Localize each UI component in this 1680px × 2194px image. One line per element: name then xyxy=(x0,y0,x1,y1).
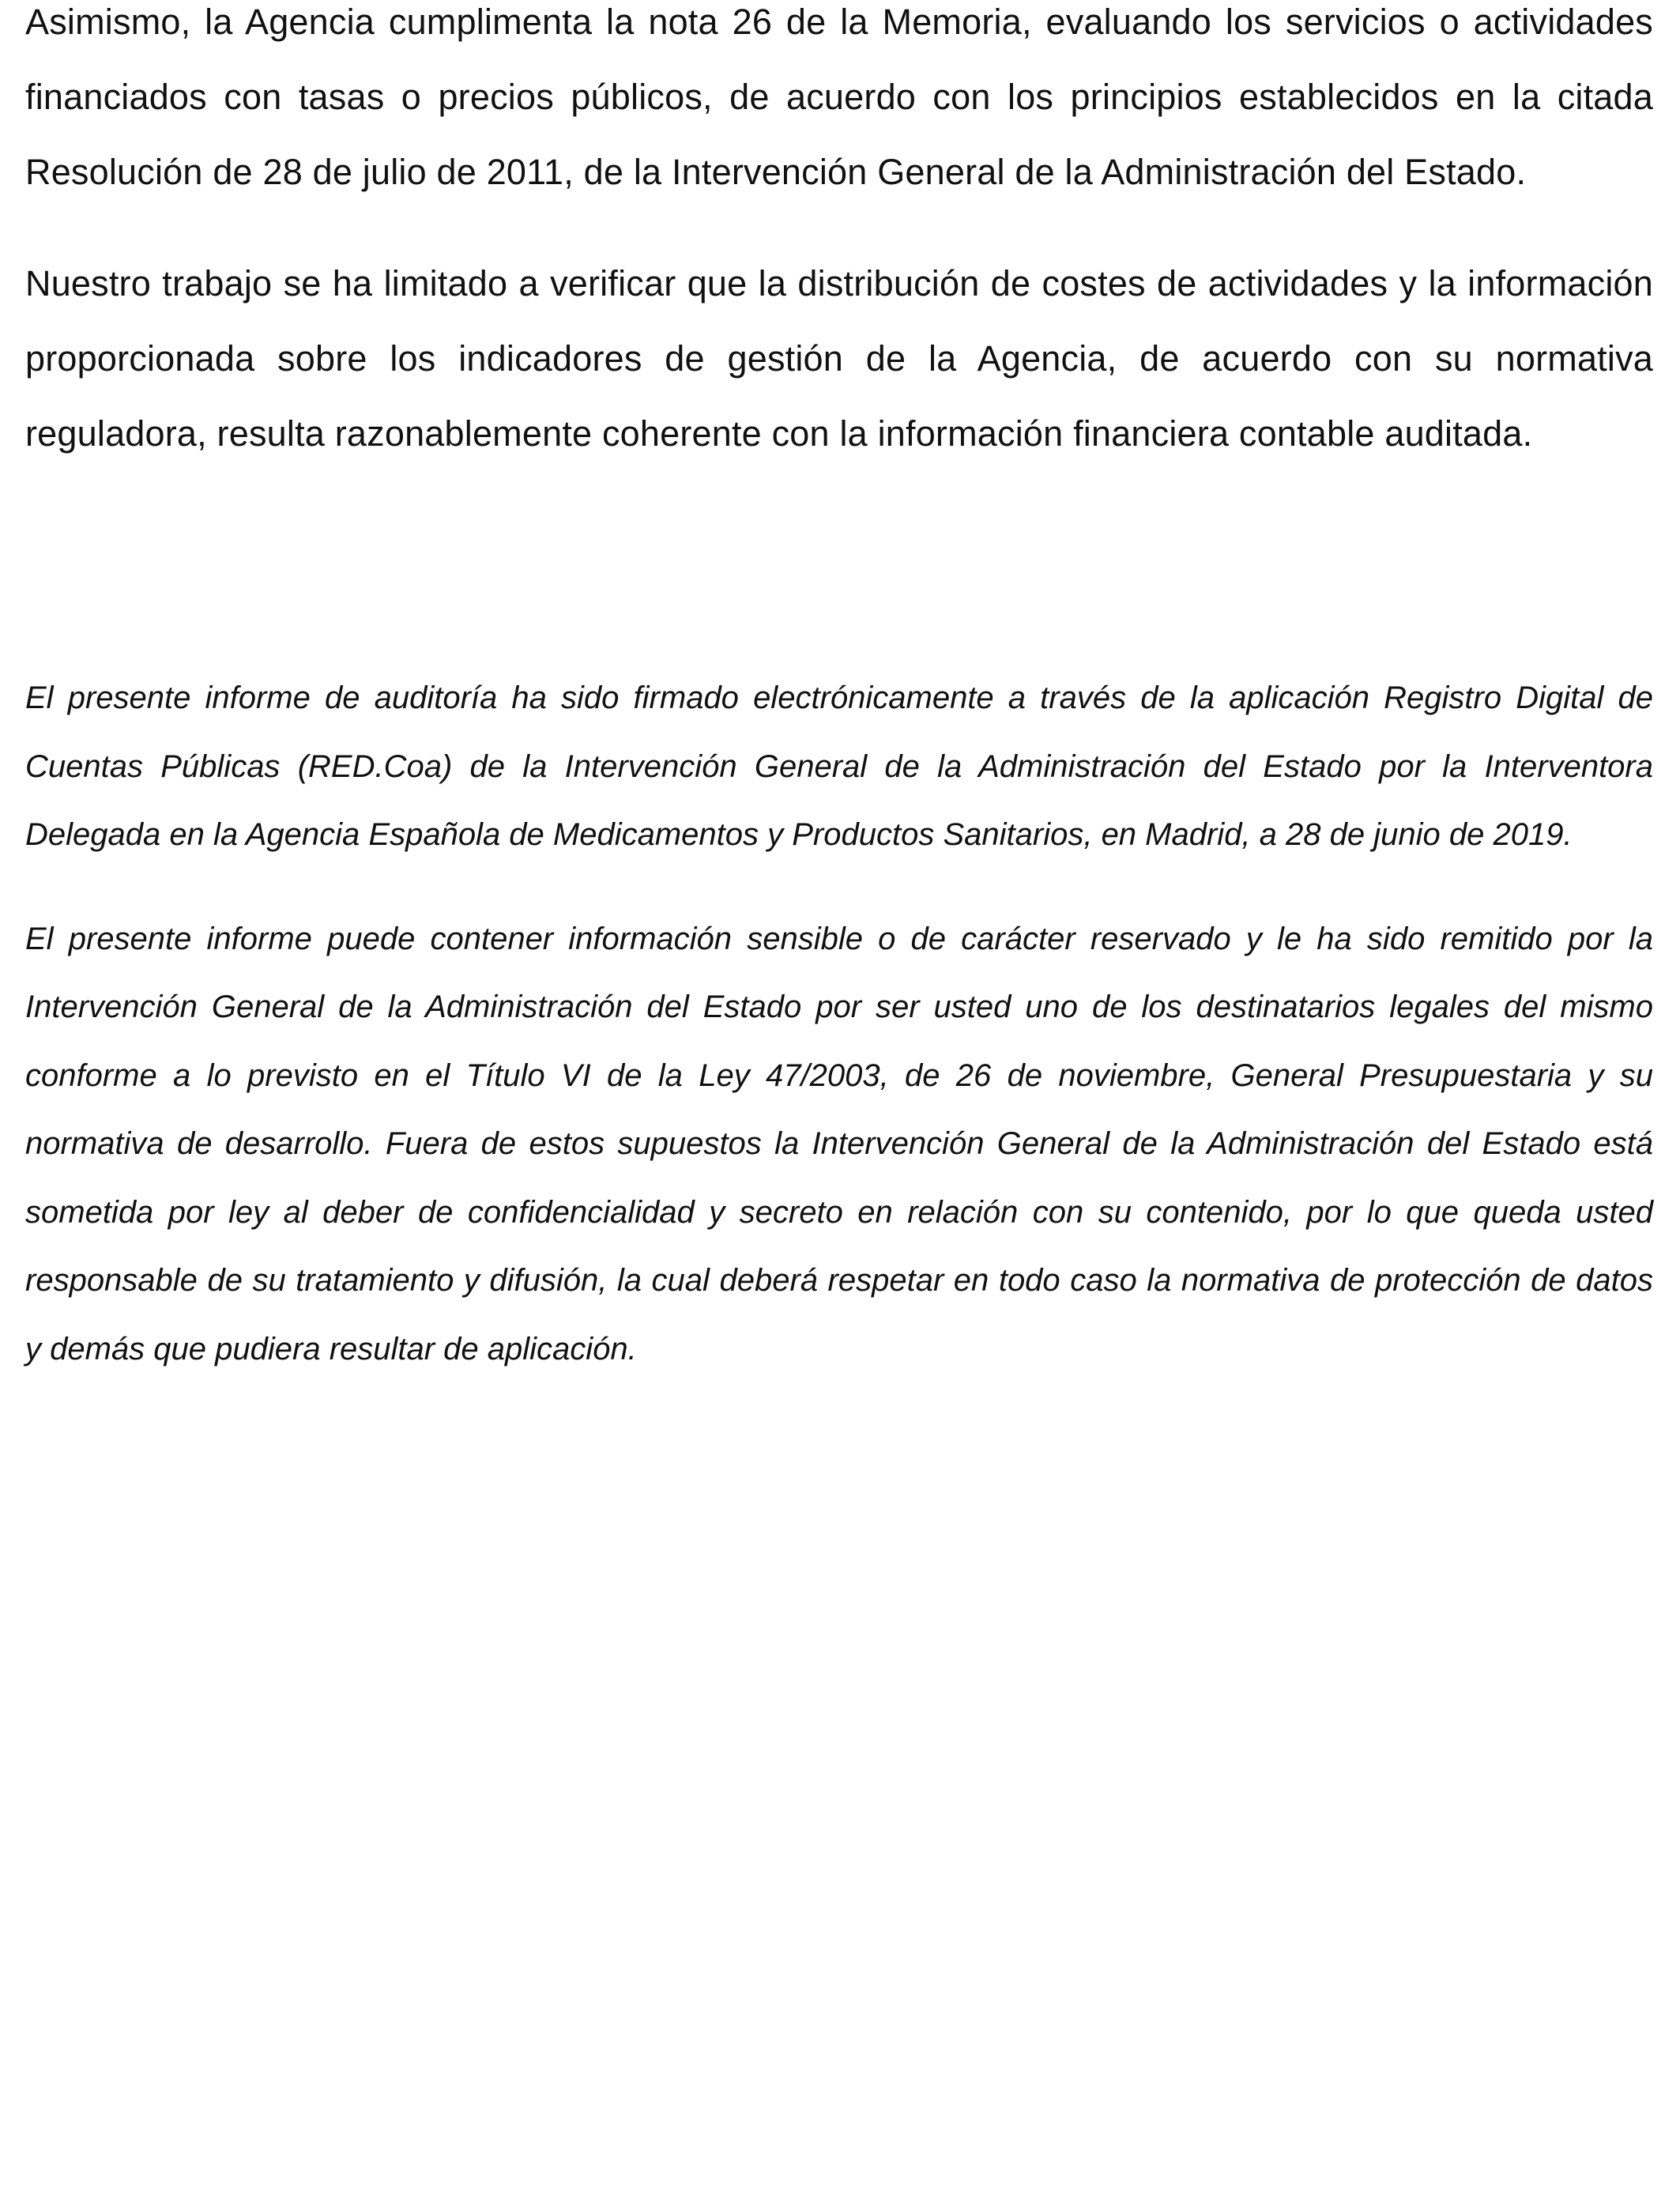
paragraph-scope-of-work: Nuestro trabajo se ha limitado a verificar que la distribución de costes de actividades y la información proporcionada sobre los indicadores de gestión de la Agencia, de acuerdo con su normativa reguladora, resulta razonablemente coherente con la información financiera contable auditada. xyxy=(25,263,1653,454)
paragraph-memoria-note-26: Asimismo, la Agencia cumplimenta la nota 26 de la Memoria, evaluando los servicios o actividades financiados con tasas o precios públicos, de acuerdo con los principios establecidos en la citada Resolución de 28 de julio de 2011, de la Intervención General de la Administración del Estado. xyxy=(25,2,1653,192)
electronic-signature-note: El presente informe de auditoría ha sido firmado electrónicamente a través de la aplicación Registro Digital de Cuentas Públicas (RED.Coa) de la Intervención General de la Administración del Estado por la Interventora Delegada en la Agencia Española de Medicamentos y Productos Sanitarios, en Madrid, a 28 de junio de 2019. xyxy=(25,680,1653,852)
confidentiality-note: El presente informe puede contener información sensible o de carácter reservado y le ha sido remitido por la Intervención General de la Administración del Estado por ser usted uno de los destinatarios legales del mismo conforme a lo previsto en el Título VI de la Ley 47/2003, de 26 de noviembre, General Presupuestaria y su normativa de desarrollo. Fuera de estos supuestos la Intervención General de la Administración del Estado está sometida por ley al deber de confidencialidad y secreto en relación con su contenido, por lo que queda usted responsable de su tratamiento y difusión, la cual deberá respetar en todo caso la normativa de protección de datos y demás que pudiera resultar de aplicación. xyxy=(25,921,1653,1367)
footer-notes xyxy=(25,664,1653,1383)
document-body xyxy=(25,0,1653,1383)
